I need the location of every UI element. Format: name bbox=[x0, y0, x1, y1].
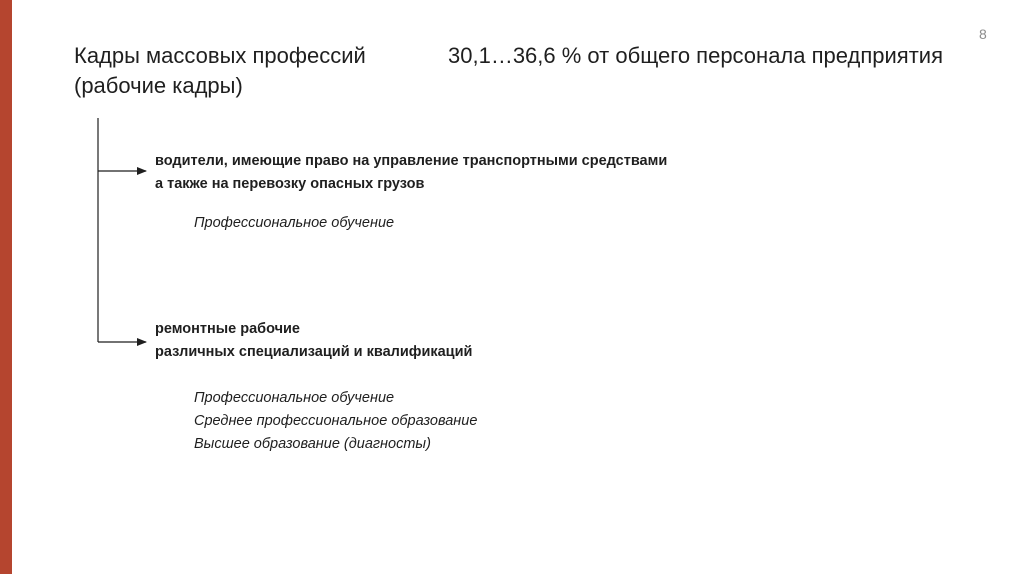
training-list-repair-workers bbox=[194, 387, 477, 456]
title-line: (рабочие кадры) bbox=[74, 73, 243, 98]
training-list-drivers bbox=[194, 212, 394, 235]
group-heading-line: а также на перевозку опасных грузов bbox=[155, 176, 425, 192]
list-item: Среднее профессиональное образование bbox=[194, 413, 478, 429]
group-heading-line: ремонтные рабочие bbox=[155, 321, 300, 337]
group-heading-line: различных специализаций и квалификаций bbox=[155, 344, 473, 360]
list-item: Профессиональное обучение bbox=[194, 390, 395, 406]
group-heading-line: водители, имеющие право на управление транспортными средствами bbox=[155, 153, 668, 169]
group-heading-repair-workers bbox=[155, 318, 472, 364]
personnel-share: 30,1…36,6 % от общего персонала предприятия bbox=[448, 43, 943, 68]
group-heading-drivers bbox=[155, 150, 667, 196]
list-item: Профессиональное обучение bbox=[194, 215, 395, 231]
title-line: Кадры массовых профессий bbox=[74, 43, 366, 68]
list-item: Высшее образование (диагносты) bbox=[194, 436, 431, 452]
page-number: 8 bbox=[979, 26, 987, 42]
